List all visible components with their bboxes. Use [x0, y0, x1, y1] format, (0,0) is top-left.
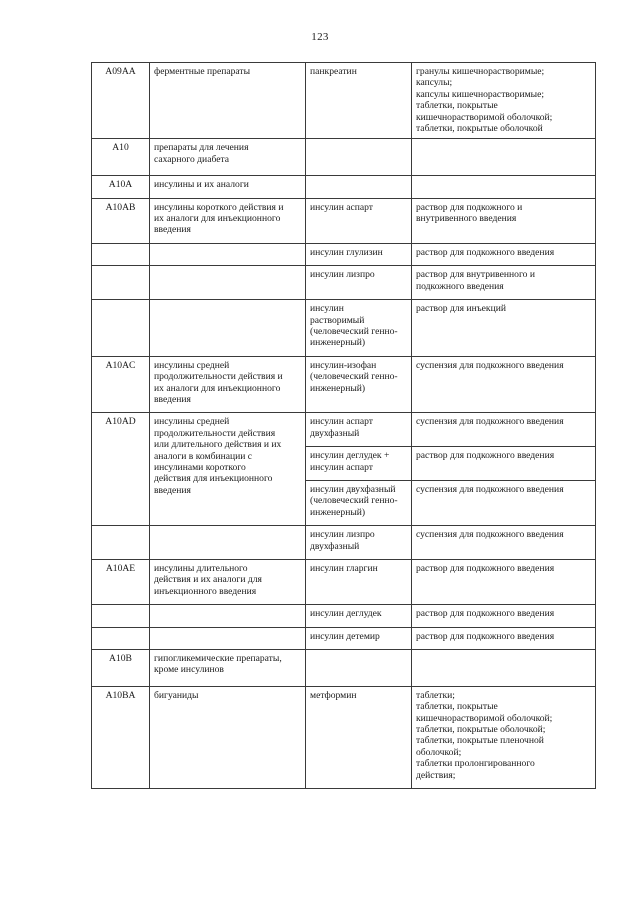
table-row [92, 300, 596, 357]
table-row [92, 413, 596, 447]
dosage-forms: раствор для подкожного введения [412, 243, 596, 265]
pharmacological-group [150, 627, 306, 649]
table-row [92, 627, 596, 649]
dosage-forms: суспензия для подкожного введения [412, 413, 596, 447]
atc-code [92, 300, 150, 357]
drug-name: инсулин деглудек [306, 605, 412, 627]
atc-code: A10BA [92, 686, 150, 788]
table-row [92, 139, 596, 176]
atc-code [92, 627, 150, 649]
drug-name [306, 176, 412, 198]
pharmacological-group: инсулины средней продолжительности действия или длительного действия и их аналоги в комбинации с инсулинами короткого действия для инъекционного введения [150, 413, 306, 526]
atc-code: A10AE [92, 560, 150, 605]
atc-code: A10AD [92, 413, 150, 526]
pharmacological-group [150, 526, 306, 560]
atc-code: A10A [92, 176, 150, 198]
table-row [92, 560, 596, 605]
dosage-forms: раствор для инъекций [412, 300, 596, 357]
drug-name: инсулин двухфазный (человеческий генно- инженерный) [306, 480, 412, 525]
page-number: 123 [311, 31, 329, 43]
dosage-forms: гранулы кишечнорастворимые; капсулы; капсулы кишечнорастворимые; таблетки, покрытые кишечнорастворимой оболочкой; таблетки, покрытые оболочкой [412, 63, 596, 139]
atc-code: A10AB [92, 198, 150, 243]
dosage-forms: таблетки; таблетки, покрытые кишечнорастворимой оболочкой; таблетки, покрытые оболочкой; таблетки, покрытые пленочной оболочкой; таблетки пролонгированного действия; [412, 686, 596, 788]
pharmacological-group [150, 300, 306, 357]
drug-name: инсулин лизпро двухфазный [306, 526, 412, 560]
dosage-forms: суспензия для подкожного введения [412, 526, 596, 560]
pharmacological-group: препараты для лечения сахарного диабета [150, 139, 306, 176]
dosage-forms: раствор для подкожного и внутривенного введения [412, 198, 596, 243]
dosage-forms: раствор для подкожного введения [412, 605, 596, 627]
pharmacological-group: инсулины средней продолжительности действия и их аналоги для инъекционного введения [150, 356, 306, 413]
pharmacological-group [150, 243, 306, 265]
drug-name: инсулин-изофан (человеческий генно- инженерный) [306, 356, 412, 413]
dosage-forms: раствор для подкожного введения [412, 627, 596, 649]
drug-name: панкреатин [306, 63, 412, 139]
medicines-table [91, 62, 596, 789]
dosage-forms [412, 650, 596, 687]
pharmacological-group: инсулины и их аналоги [150, 176, 306, 198]
drug-name: метформин [306, 686, 412, 788]
table-row [92, 176, 596, 198]
table-row [92, 650, 596, 687]
table-row [92, 686, 596, 788]
drug-name: инсулин аспарт двухфазный [306, 413, 412, 447]
drug-name: инсулин аспарт [306, 198, 412, 243]
drug-name: инсулин детемир [306, 627, 412, 649]
drug-name: инсулин глулизин [306, 243, 412, 265]
drug-name [306, 139, 412, 176]
dosage-forms [412, 139, 596, 176]
drug-name: инсулин растворимый (человеческий генно- инженерный) [306, 300, 412, 357]
atc-code [92, 266, 150, 300]
dosage-forms: суспензия для подкожного введения [412, 356, 596, 413]
drug-name: инсулин лизпро [306, 266, 412, 300]
pharmacological-group: бигуаниды [150, 686, 306, 788]
dosage-forms: раствор для внутривенного и подкожного введения [412, 266, 596, 300]
dosage-forms [412, 176, 596, 198]
drug-name [306, 650, 412, 687]
drug-name: инсулин деглудек + инсулин аспарт [306, 447, 412, 481]
atc-code: A10B [92, 650, 150, 687]
atc-code: A10AC [92, 356, 150, 413]
atc-code [92, 605, 150, 627]
atc-code: A10 [92, 139, 150, 176]
pharmacological-group: инсулины длительного действия и их аналоги для инъекционного введения [150, 560, 306, 605]
dosage-forms: раствор для подкожного введения [412, 560, 596, 605]
dosage-forms: раствор для подкожного введения [412, 447, 596, 481]
dosage-forms: суспензия для подкожного введения [412, 480, 596, 525]
atc-code [92, 526, 150, 560]
pharmacological-group: инсулины короткого действия и их аналоги для инъекционного введения [150, 198, 306, 243]
atc-code: A09AA [92, 63, 150, 139]
pharmacological-group [150, 266, 306, 300]
pharmacological-group: ферментные препараты [150, 63, 306, 139]
atc-code [92, 243, 150, 265]
table-row [92, 605, 596, 627]
pharmacological-group [150, 605, 306, 627]
table-row [92, 526, 596, 560]
table-row [92, 266, 596, 300]
pharmacological-group: гипогликемические препараты, кроме инсулинов [150, 650, 306, 687]
table-row [92, 243, 596, 265]
table-row [92, 198, 596, 243]
drug-name: инсулин гларгин [306, 560, 412, 605]
table-row [92, 356, 596, 413]
table-row [92, 63, 596, 139]
